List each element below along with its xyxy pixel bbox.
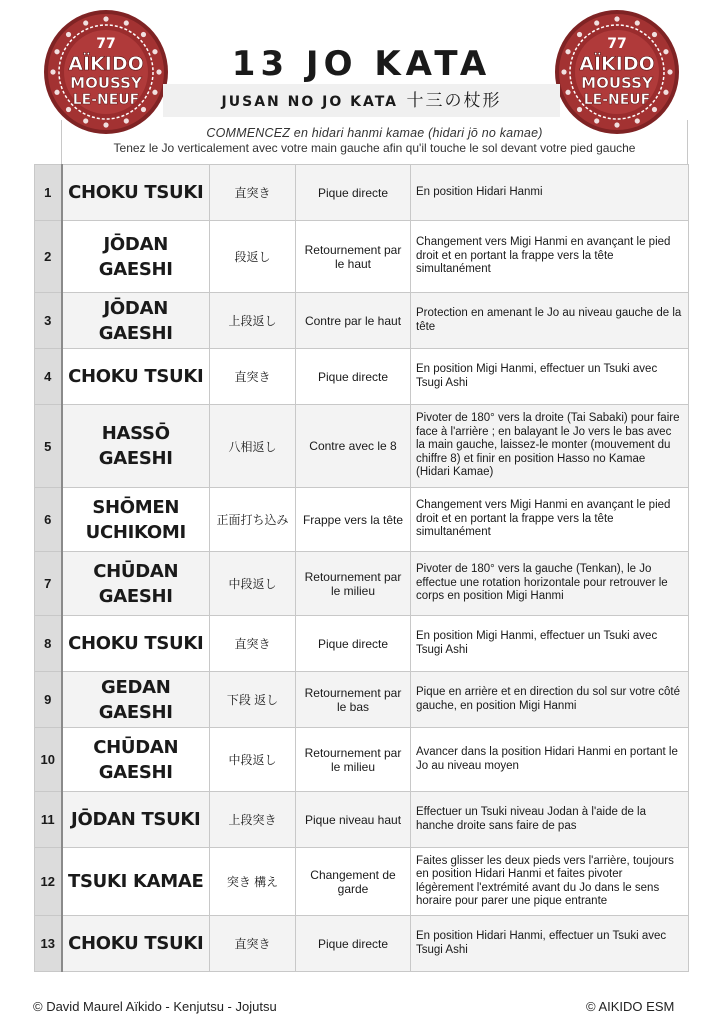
technique-name: CHOKU TSUKI: [62, 616, 210, 672]
technique-translation: Frappe vers la tête: [296, 488, 411, 552]
technique-description: Changement vers Migi Hanmi en avançant le pied droit et en portant la frappe vers la tête simultanément: [411, 488, 689, 552]
kata-row: [35, 916, 689, 972]
row-number: 9: [35, 672, 62, 728]
kata-row: [35, 552, 689, 616]
logo-line1: AÏKIDO: [579, 53, 655, 75]
technique-translation: Pique directe: [296, 616, 411, 672]
logo-notch: [66, 32, 71, 37]
row-number: 6: [35, 488, 62, 552]
technique-name: CHOKU TSUKI: [62, 349, 210, 405]
logo-notch: [635, 20, 640, 25]
kata-row: [35, 405, 689, 488]
row-number: 3: [35, 293, 62, 349]
logo-notch: [577, 107, 582, 112]
technique-kanji: 直突き: [210, 165, 296, 221]
technique-kanji: 中段返し: [210, 552, 296, 616]
kata-row: [35, 792, 689, 848]
logo-notch: [141, 32, 146, 37]
logo-notch: [152, 49, 157, 54]
logo-notch: [561, 69, 566, 74]
row-number: 2: [35, 221, 62, 293]
subtitle-romaji: JUSAN NO JO KATA: [221, 94, 398, 110]
logo-notch: [83, 20, 88, 25]
kata-row: [35, 293, 689, 349]
technique-kanji: 八相返し: [210, 405, 296, 488]
technique-translation: Retournement par le bas: [296, 672, 411, 728]
kata-row: [35, 616, 689, 672]
technique-description: En position Hidari Hanmi, effectuer un Tsuki avec Tsugi Ashi: [411, 916, 689, 972]
technique-description: En position Migi Hanmi, effectuer un Tsuki avec Tsugi Ashi: [411, 349, 689, 405]
technique-kanji: 上段返し: [210, 293, 296, 349]
logo-graphic: [553, 8, 681, 136]
technique-description: En position Hidari Hanmi: [411, 165, 689, 221]
logo-line2: MOUSSY: [70, 74, 142, 92]
logo-notch: [594, 20, 599, 25]
kata-table: [34, 164, 689, 972]
logo-notch: [124, 20, 129, 25]
logo-notch: [66, 107, 71, 112]
logo-graphic: [42, 8, 170, 136]
kata-row: [35, 349, 689, 405]
logo-notch: [141, 107, 146, 112]
logo-number: 77: [607, 36, 627, 52]
logo-notch: [54, 49, 59, 54]
logo-notch: [663, 49, 668, 54]
technique-description: En position Migi Hanmi, effectuer un Tsuki avec Tsugi Ashi: [411, 616, 689, 672]
logo-left: [42, 8, 170, 136]
logo-notch: [577, 32, 582, 37]
logo-notch: [663, 90, 668, 95]
row-number: 1: [35, 165, 62, 221]
technique-translation: Pique niveau haut: [296, 792, 411, 848]
footer-copyright-right: © AIKIDO ESM: [586, 999, 675, 1014]
technique-description: Avancer dans la position Hidari Hanmi en portant le Jo au niveau moyen: [411, 728, 689, 792]
technique-description: Changement vers Migi Hanmi en avançant le pied droit et en portant la frappe vers la tête simultanément: [411, 221, 689, 293]
technique-name: CHŪDAN GAESHI: [62, 728, 210, 792]
row-number: 11: [35, 792, 62, 848]
technique-name: CHŪDAN GAESHI: [62, 552, 210, 616]
technique-kanji: 直突き: [210, 349, 296, 405]
technique-description: Pique en arrière et en direction du sol sur votre côté gauche, en position Migi Hanmi: [411, 672, 689, 728]
intro-line-1: COMMENCEZ en hidari hanmi kamae (hidari jō no kamae): [206, 126, 543, 140]
technique-description: Effectuer un Tsuki niveau Jodan à l'aide de la hanche droite sans faire de pas: [411, 792, 689, 848]
logo-notch: [565, 49, 570, 54]
row-number: 12: [35, 848, 62, 916]
row-number: 5: [35, 405, 62, 488]
technique-name: CHOKU TSUKI: [62, 165, 210, 221]
logo-line3: LE-NEUF: [72, 92, 140, 108]
technique-translation: Contre avec le 8: [296, 405, 411, 488]
technique-kanji: 突き 構え: [210, 848, 296, 916]
technique-description: Pivoter de 180° vers la droite (Tai Sabaki) pour faire face à l'arrière ; en balayant le Jo vers le bas avec la main gauche, laissez-le monter (mouvement du chiffre 8) et finir en position Hasso no Kamae (Hidari Kamae): [411, 405, 689, 488]
logo-notch: [156, 69, 161, 74]
intro-box: [61, 120, 688, 164]
logo-number: 77: [96, 36, 116, 52]
technique-kanji: 直突き: [210, 616, 296, 672]
technique-name: JŌDAN TSUKI: [62, 792, 210, 848]
technique-name: HASSŌ GAESHI: [62, 405, 210, 488]
technique-translation: Contre par le haut: [296, 293, 411, 349]
kata-row: [35, 221, 689, 293]
technique-name: GEDAN GAESHI: [62, 672, 210, 728]
footer-copyright-left: © David Maurel Aïkido - Kenjutsu - Jojutsu: [33, 999, 277, 1014]
logo-notch: [50, 69, 55, 74]
row-number: 10: [35, 728, 62, 792]
intro-line-2: Tenez le Jo verticalement avec votre main gauche afin qu'il touche le sol devant votre pied gauche: [113, 141, 636, 155]
technique-translation: Pique directe: [296, 165, 411, 221]
kata-row: [35, 672, 689, 728]
logo-notch: [614, 16, 619, 21]
row-number: 7: [35, 552, 62, 616]
logo-right: [553, 8, 681, 136]
technique-translation: Retournement par le haut: [296, 221, 411, 293]
technique-name: JŌDAN GAESHI: [62, 293, 210, 349]
row-number: 13: [35, 916, 62, 972]
technique-description: Faites glisser les deux pieds vers l'arrière, toujours en position Hidari Hanmi et faites pivoter légèrement l'extrémité avant du Jo dans le sens horaire pour parer une pique entrante: [411, 848, 689, 916]
logo-notch: [667, 69, 672, 74]
technique-translation: Retournement par le milieu: [296, 728, 411, 792]
technique-translation: Pique directe: [296, 349, 411, 405]
logo-notch: [54, 90, 59, 95]
logo-line3: LE-NEUF: [583, 92, 651, 108]
logo-line1: AÏKIDO: [68, 53, 144, 75]
logo-line2: MOUSSY: [581, 74, 653, 92]
page-subtitle: [163, 84, 560, 117]
kata-row: [35, 728, 689, 792]
technique-kanji: 上段突き: [210, 792, 296, 848]
kata-row: [35, 488, 689, 552]
page-title: 13 JO KATA: [231, 44, 492, 84]
technique-translation: Retournement par le milieu: [296, 552, 411, 616]
technique-name: TSUKI KAMAE: [62, 848, 210, 916]
logo-notch: [652, 107, 657, 112]
row-number: 4: [35, 349, 62, 405]
technique-kanji: 直突き: [210, 916, 296, 972]
logo-notch: [103, 16, 108, 21]
kata-row: [35, 165, 689, 221]
logo-notch: [152, 90, 157, 95]
logo-notch: [652, 32, 657, 37]
technique-kanji: 下段 返し: [210, 672, 296, 728]
technique-description: Protection en amenant le Jo au niveau gauche de la tête: [411, 293, 689, 349]
technique-kanji: 正面打ち込み: [210, 488, 296, 552]
technique-description: Pivoter de 180° vers la gauche (Tenkan), le Jo effectue une rotation horizontale pour retrouver le corps en position Migi Hanmi: [411, 552, 689, 616]
technique-name: CHOKU TSUKI: [62, 916, 210, 972]
technique-kanji: 中段返し: [210, 728, 296, 792]
subtitle-kanji: 十三の杖形: [406, 91, 502, 110]
technique-name: JŌDAN GAESHI: [62, 221, 210, 293]
row-number: 8: [35, 616, 62, 672]
kata-row: [35, 848, 689, 916]
technique-translation: Changement de garde: [296, 848, 411, 916]
technique-translation: Pique directe: [296, 916, 411, 972]
logo-notch: [565, 90, 570, 95]
technique-name: SHŌMEN UCHIKOMI: [62, 488, 210, 552]
technique-kanji: 段返し: [210, 221, 296, 293]
